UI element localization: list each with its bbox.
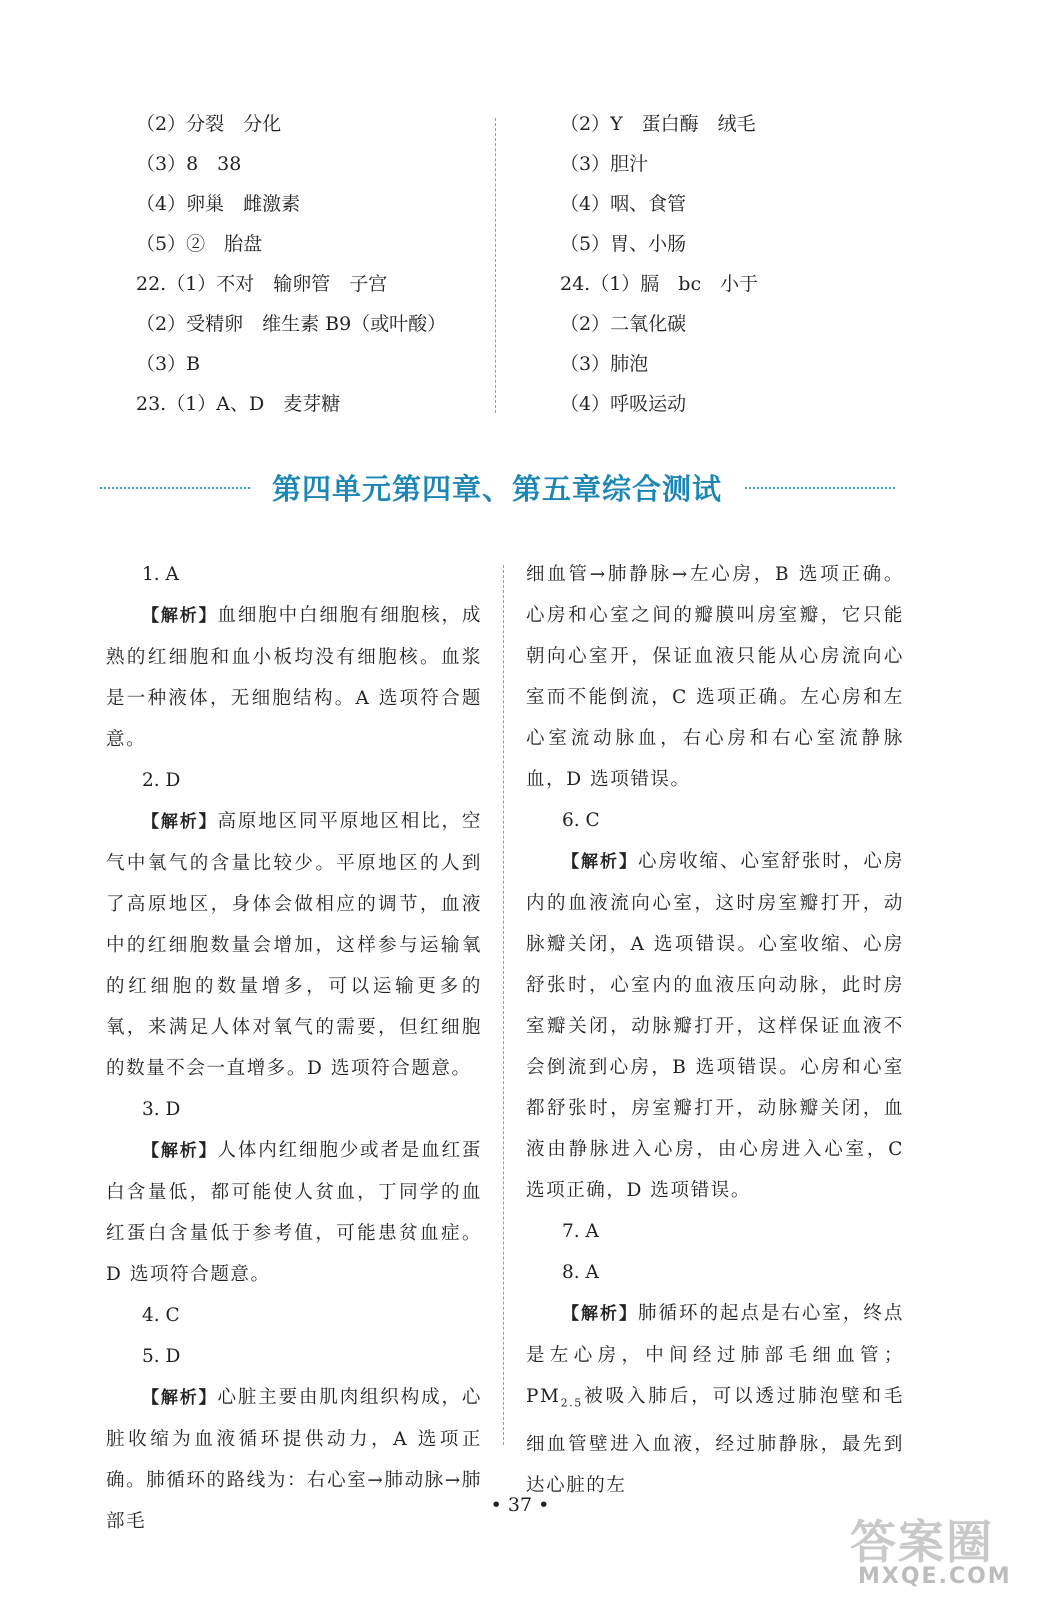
answer-line: （2）二氧化碳: [560, 313, 687, 335]
analysis-tag: 【解析】: [142, 812, 218, 832]
answer-line: （2）受精卵 维生素 B9（或叶酸）: [136, 313, 447, 335]
watermark-logo: [838, 1500, 1028, 1592]
column-divider: [495, 118, 496, 413]
explanation-paragraph: [106, 801, 482, 1089]
answer-number: 2. D: [142, 770, 181, 791]
answer-number: 1. A: [142, 564, 179, 585]
answer-line: （2）分裂 分化: [136, 113, 282, 135]
answer-line: （5）胃、小肠: [560, 233, 687, 255]
answer-number: 3. D: [142, 1099, 181, 1120]
explanation-continued: 细血管→肺静脉→左心房，B 选项正确。心房和心室之间的瓣膜叫房室瓣，它只能朝向心室开，保证血液只能从心房流向心室而不能倒流，C 选项正确。左心房和左心室流动脉血，右心房和右心室流静脉血，D 选项错误。: [526, 564, 904, 790]
explanations-left-column: [106, 554, 482, 1542]
analysis-tag: 【解析】: [142, 1141, 218, 1161]
explanation-paragraph: [526, 841, 904, 1211]
explanation-paragraph: [106, 595, 482, 760]
answer-line: 24.（1）膈 bc 小于: [560, 273, 759, 295]
answer-number: 6. C: [562, 810, 600, 831]
explanation-text: 被吸入肺后，可以透过肺泡壁和毛细血管壁进入血液，经过肺静脉，最先到达心脏的左: [526, 1386, 904, 1496]
explanation-paragraph: [526, 1293, 904, 1506]
explanation-paragraph: [106, 1377, 482, 1542]
answer-line: （5）② 胎盘: [136, 233, 263, 255]
watermark-text: 答案圈: [850, 1515, 994, 1569]
page-number: • 37 •: [490, 1494, 550, 1516]
explanations-right-column: [526, 554, 904, 1506]
answer-line: （4）呼吸运动: [560, 393, 687, 415]
analysis-tag: 【解析】: [142, 1388, 218, 1408]
answer-number: 4. C: [142, 1305, 180, 1326]
explanation-text: 血细胞中白细胞有细胞核，成熟的红细胞和血小板均没有细胞核。血浆是一种液体，无细胞结构。A 选项符合题意。: [106, 605, 482, 750]
answer-line: 22.（1）不对 输卵管 子宫: [136, 273, 388, 295]
answer-line: （4）咽、食管: [560, 193, 687, 215]
answer-line: （4）卵巢 雌激素: [136, 193, 301, 215]
answer-line: （2）Y 蛋白酶 绒毛: [560, 113, 756, 135]
top-answers-right: [560, 104, 910, 424]
answer-number: 7. A: [562, 1221, 599, 1242]
dotted-rule-right: [745, 487, 895, 489]
top-answers-left: [136, 104, 486, 424]
watermark-url: MXQE.COM: [858, 1564, 1012, 1589]
section-header: [90, 465, 910, 509]
analysis-tag: 【解析】: [562, 852, 638, 872]
answer-line: （3）B: [136, 353, 201, 375]
explanation-paragraph: [106, 1130, 482, 1295]
answer-line: （3）胆汁: [560, 153, 649, 175]
column-divider: [503, 565, 504, 1445]
subscript: 2.5: [560, 1396, 583, 1410]
explanation-text: 高原地区同平原地区相比，空气中氧气的含量比较少。平原地区的人到了高原地区，身体会做相应的调节，血液中的红细胞数量会增加，这样参与运输氧的红细胞的数量增多，可以运输更多的氧，来满足人体对氧气的需要，但红细胞的数量不会一直增多。D 选项符合题意。: [106, 811, 482, 1079]
explanation-text: 心脏主要由肌肉组织构成，心脏收缩为血液循环提供动力，A 选项正确。肺循环的路线为：右心室→肺动脉→肺部毛: [106, 1387, 482, 1532]
explanation-text: 心房收缩、心室舒张时，心房内的血液流向心室，这时房室瓣打开，动脉瓣关闭，A 选项错误。心室收缩、心房舒张时，心室内的血液压向动脉，此时房室瓣关闭，动脉瓣打开，这样保证血液不会倒流到心房，B 选项错误。心房和心室都舒张时，房室瓣打开，动脉瓣关闭，血液由静脉进入心房，由心房进入心室，C 选项正确，D 选项错误。: [526, 851, 904, 1201]
answer-line: （3）肺泡: [560, 353, 649, 375]
explanation-text: 肺循环的起点是右心室，终点是左心房，中间经过肺部毛细血管；PM: [526, 1303, 904, 1407]
analysis-tag: 【解析】: [142, 606, 218, 626]
answer-number: 5. D: [142, 1346, 181, 1367]
explanation-text: 人体内红细胞少或者是血红蛋白含量低，都可能使人贫血，丁同学的血红蛋白含量低于参考值，可能患贫血症。D 选项符合题意。: [106, 1140, 482, 1285]
answer-number: 8. A: [562, 1262, 599, 1283]
answer-line: （3）8 38: [136, 153, 242, 175]
section-title: 第四单元第四章、第五章综合测试: [271, 472, 722, 506]
analysis-tag: 【解析】: [562, 1304, 638, 1324]
dotted-rule-left: [100, 487, 250, 489]
answer-line: 23.（1）A、D 麦芽糖: [136, 393, 341, 415]
